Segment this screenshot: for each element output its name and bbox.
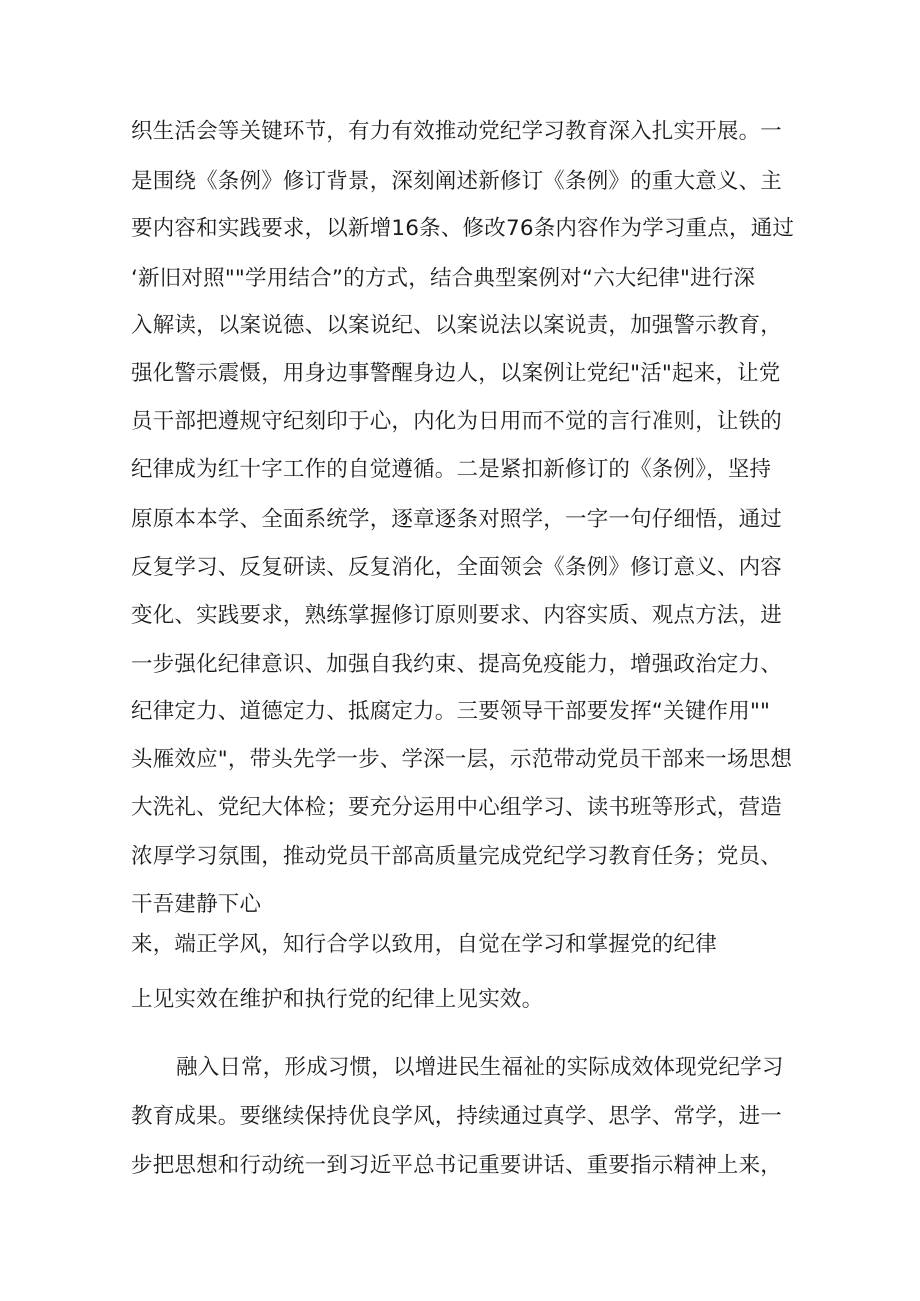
text-line: 步把思想和行动统一到习近平总书记重要讲话、重要指示精神上来， <box>131 1153 783 1178</box>
text-line: 融入日常，形成习惯，以增进民生福祉的实际成效体现党纪学习 <box>176 1055 784 1080</box>
text-line: 员干部把遵规守纪刻印于心，内化为日用而不觉的言行准则，让铁的 <box>131 409 783 434</box>
text-line: 入解读，以案说德、以案说纪、以案说法以案说责，加强警示教育， <box>131 313 783 338</box>
text-line: 变化、实践要求，熟练掌握修订原则要求、内容实质、观点方法，进 <box>131 603 783 628</box>
text-line: 反复学习、反复研读、反复消化，全面领会《条例》修订意义、内容 <box>131 555 783 580</box>
text-line: 原原本本学、全面系统学，逐章逐条对照学，一字一句仔细悟，通过 <box>131 507 783 532</box>
text-line: 纪律成为红十字工作的自觉遵循。二是紧扣新修订的《条例》，坚持 <box>131 457 772 482</box>
text-line: 大洗礼、党纪大体检；要充分运用中心组学习、读书班等形式，营造 <box>131 795 783 820</box>
text-line: 浓厚学习氛围，推动党员干部高质量完成党纪学习教育任务；党员、 <box>131 844 783 869</box>
text-line: 头雁效应"，带头先学一步、学深一层，示范带动党员干部来一场思想 <box>131 747 793 772</box>
text-line: 一步强化纪律意识、加强自我约束、提高免疫能力，增强政治定力、 <box>131 652 783 677</box>
text-line: 干吾建静下心 <box>131 892 262 917</box>
text-line: 强化警示震慑，用身边事警醒身边人，以案例让党纪"活"起来，让党 <box>131 361 781 386</box>
text-line: 织生活会等关键环节，有力有效推动党纪学习教育深入扎实开展。一 <box>131 119 783 144</box>
text-line: 纪律定力、道德定力、抵腐定力。三要领导干部要发挥“关键作用"" <box>131 699 771 724</box>
text-line: ‘新旧对照""学用结合”的方式，结合典型案例对“六大纪律"进行深 <box>131 266 756 291</box>
text-line: 上见实效在维护和执行党的纪律上见实效。 <box>131 987 544 1012</box>
text-line: 要内容和实践要求，以新增16条、修改76条内容作为学习重点，通过 <box>131 216 795 241</box>
text-line: 来，端正学风，知行合学以致用，自觉在学习和掌握党的纪律 <box>131 932 717 957</box>
text-line: 是围绕《条例》修订背景，深刻阐述新修订《条例》的重大意义、主 <box>131 169 783 194</box>
text-line: 教育成果。要继续保持优良学风，持续通过真学、思学、常学，进一 <box>131 1104 783 1129</box>
